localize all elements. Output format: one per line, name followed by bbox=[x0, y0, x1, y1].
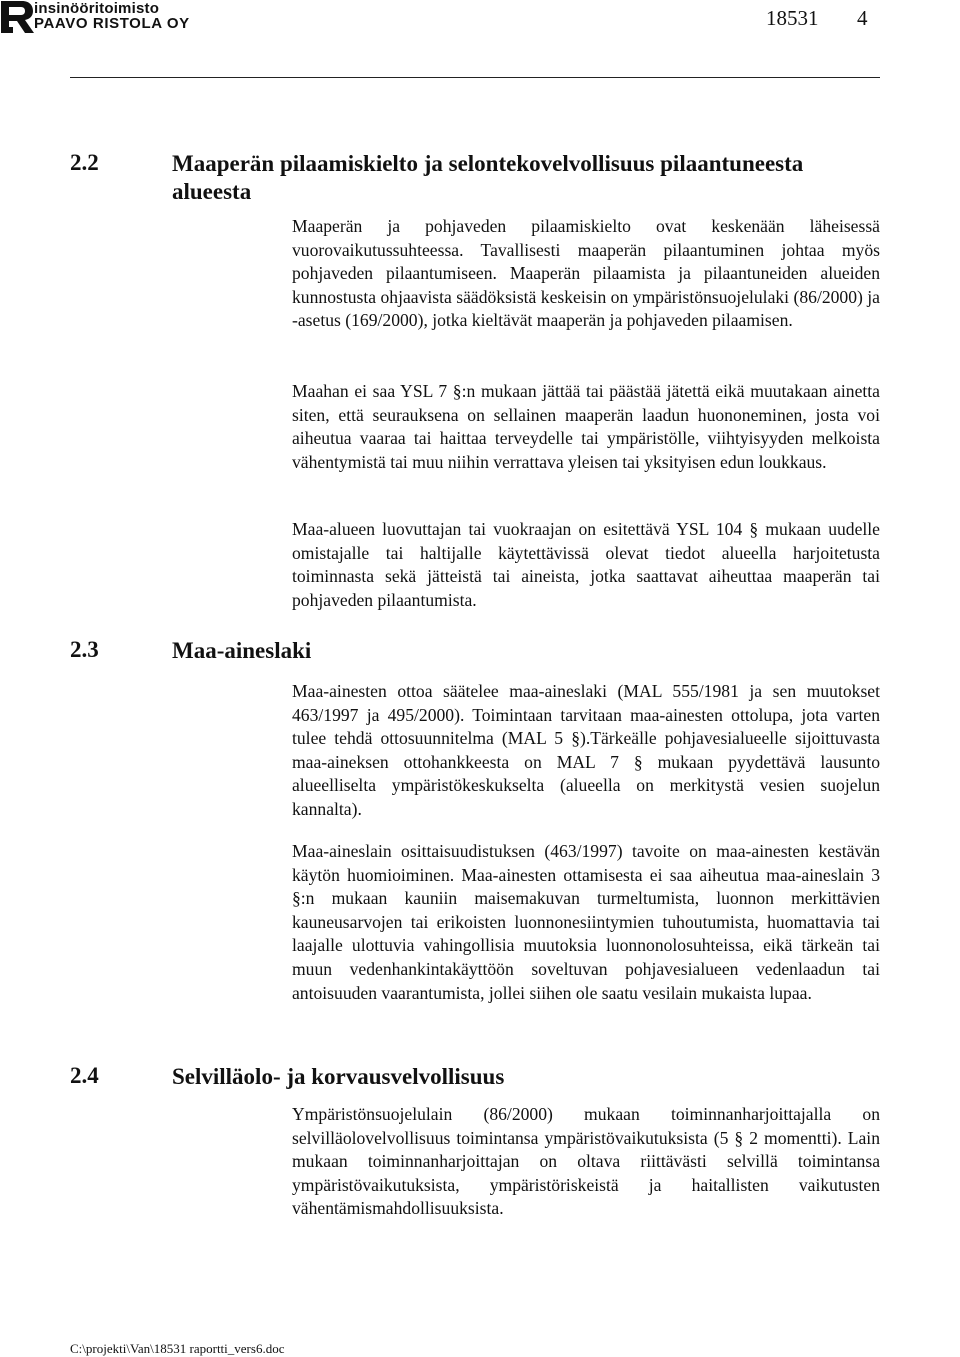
footer-file-path: C:\projekti\Van\18531 raportti_vers6.doc bbox=[70, 1341, 285, 1356]
section-2-3-number: 2.3 bbox=[70, 637, 99, 662]
page-number: 4 bbox=[857, 6, 868, 30]
section-2-4-title: Selvilläolo- ja korvausvelvollisuus bbox=[172, 1064, 505, 1089]
logo-line2: PAAVO RISTOLA OY bbox=[34, 15, 190, 32]
section-2-4-number: 2.4 bbox=[70, 1063, 99, 1088]
logo-line1: insinööritoimisto bbox=[34, 0, 160, 17]
paragraph-mal-reform: Maa-aineslain osittaisuudistuksen (463/1997) tavoite on maa-ainesten kestävän käytön huomioiminen. Maa-ainesten ottamisesta ei saa aiheutua maa-aineslain 3 §:n mukaan kauniin maisemakuvan turmeltumista, luonnon merkittävien kauneusarvojen tai erikoisten luonnonesiintymien tuhoutumista, huomattavia tai laajalle ulottuvia vahingollisia muutoksia luonnonolosuhteissa, eikä tärkeän tai muun vedenhankintakäyttöön soveltuvan pohjavesialueen vedenlaadun tai antoisuuden vaarantumista, jollei siihen ole saatu vesilain mukaista lupaa. bbox=[292, 841, 880, 1003]
company-logo bbox=[0, 0, 300, 40]
paragraph-ysl-104: Maa-alueen luovuttajan tai vuokraajan on esitettävä YSL 104 § mukaan uudelle omistajalle tai haltijalle käytettävissä olevat tiedot alueella harjoitetusta toiminnasta sekä jätteistä tai aineista, jotka saattavat aiheuttaa maaperän tai pohjaveden pilaantumista. bbox=[292, 519, 880, 610]
header-divider bbox=[70, 77, 880, 78]
paragraph-mal-extraction: Maa-ainesten ottoa säätelee maa-aineslaki (MAL 555/1981 ja sen muutokset 463/1997 ja 495/2000). Toimintaan tarvitaan maa-ainesten ottolupa, jota varten tulee tehdä ottosuunnitelma (MAL 5 §).Tärkeälle pohjavesialueelle sijoittuvasta maa-aineksen ottohankkeesta on MAL 7 § mukaan pyydettävä lausunto alueelliselta ympäristökeskukselta (alueella on merkitystä vesien suojelun kannalta). bbox=[292, 681, 880, 819]
paragraph-ysl-7: Maahan ei saa YSL 7 §:n mukaan jättää tai päästää jätettä eikä muutakaan ainetta siten, että seurauksena on sellainen maaperän laadun huononeminen, josta voi aiheutua vaaraa tai haittaa terveydelle tai ympäristölle, viihtyisyyden melkoista vähentymistä tai muu niihin verrattava yleisen tai yksityisen edun loukkaus. bbox=[292, 381, 880, 472]
section-2-3-title: Maa-aineslaki bbox=[172, 638, 312, 663]
paragraph-soil-groundwater-ban: Maaperän ja pohjaveden pilaamiskielto ovat keskenään läheisessä vuorovaikutussuhteessa. Tavallisesti maaperän pilaantuminen johtaa myös pohjaveden pilaantumiseen. Maaperän pilaamista ja pilaantuneiden alueiden kunnostusta ohjaavista säädöksistä keskeisin on ympäristönsuojelulaki (86/2000) ja -asetus (169/2000), jotka kieltävät maaperän ja pohjaveden pilaamisen. bbox=[292, 216, 880, 331]
paragraph-awareness-obligation: Ympäristönsuojelulain (86/2000) mukaan toiminnanharjoittajalla on selvilläolovelvollisuus toimintansa ympäristövaikutuksista (5 § 2 momentti). Lain mukaan toiminnanharjoittajan on oltava riittävästi selvillä toimintansa ympäristövaikutuksista, ympäristöriskeistä ja haitallisten vaikutusten vähentämismahdollisuuksista. bbox=[292, 1104, 880, 1219]
section-2-2-number: 2.2 bbox=[70, 150, 99, 175]
document-number: 18531 bbox=[766, 6, 819, 30]
section-2-2-title: Maaperän pilaamiskielto ja selontekovelvollisuus pilaantuneesta alueesta bbox=[172, 151, 804, 204]
